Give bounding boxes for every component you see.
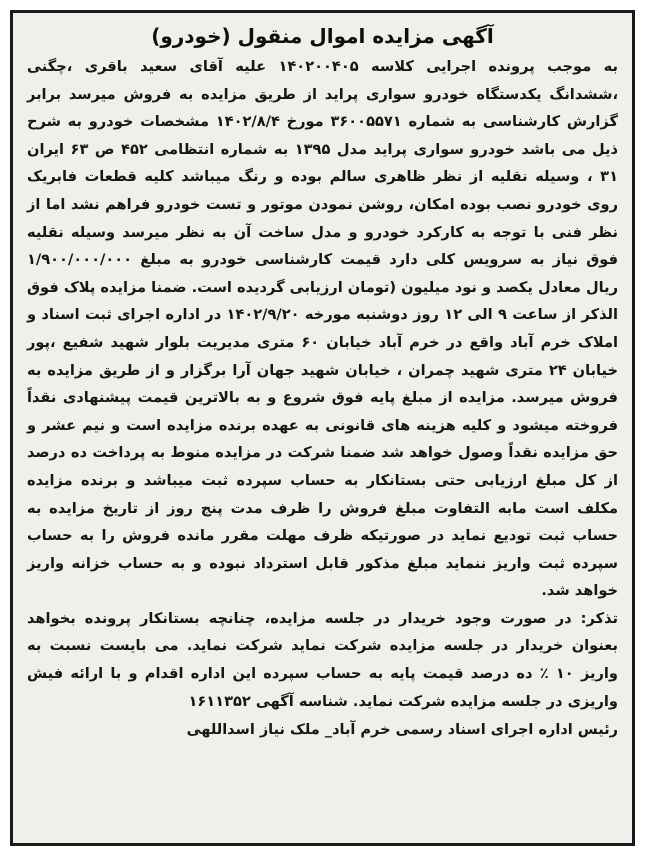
notice-body (27, 53, 618, 715)
notice-signature: رئیس اداره اجرای اسناد رسمی خرم آباد_ ملک نیاز اسداللهی (186, 722, 618, 739)
auction-notice (10, 10, 635, 846)
notice-title: آگهی مزایده اموال منقول (خودرو) (151, 24, 494, 48)
notice-paragraph-note: تذکر: در صورت وجود خریدار در جلسه مزایده، چنانچه بستانکار پرونده بخواهد بعنوان خریدار در جلسه مزایده شرکت نماید شرکت نماید. می بایست نسبت به واریز ۱۰ ٪ ده درصد قیمت پایه به حساب سپرده این اداره اقدام و با ارائه فیش واریزی در جلسه مزایده شرکت نماید. شناسه آگهی ۱۶۱۱۳۵۲ (27, 609, 618, 710)
notice-paragraph-main: به موجب پرونده اجرایی کلاسه ۱۴۰۲۰۰۴۰۵ علیه آقای سعید باقری ،چگنی ،ششدانگ یکدستگاه خودرو سواری پراید از طریق مزایده به فروش میرسد برابر گزارش کارشناسی به شماره ۳۶۰۰۵۵۷۱ مورخ ۱۴۰۲/۸/۴ مشخصات خودرو به شرح ذیل می باشد خودرو سواری پراید مدل ۱۳۹۵ به شماره انتظامی ۴۵۲ ص ۶۳ ایران ۳۱ ، وسیله نقلیه از نظر ظاهری سالم بوده و رنگ میباشد کلیه قطعات فابریک روی خودرو نصب بوده امکان، روشن نمودن موتور و تست خودرو فراهم نشد اما از نظر فنی با توجه به کارکرد خودرو و مدل ساخت آن به نظر میرسد وسیله نقلیه فوق نیاز به سرویس کلی دارد قیمت کارشناسی خودرو به مبلغ ۱/۹۰۰/۰۰۰/۰۰۰ ریال معادل یکصد و نود میلیون (تومان ارزیابی گردیده است. ضمنا مزایده پلاک فوق الذکر از ساعت ۹ الی ۱۲ روز دوشنبه مورخه ۱۴۰۲/۹/۲۰ در اداره اجرای ثبت اسناد و املاک خرم آباد واقع در خرم آباد خیابان ۶۰ متری مدیریت بلوار شهید شفیع ،پور خیابان ۲۴ متری شهید چمران ، خیابان شهید جهان آرا برگزار و از طریق مزایده به فروش میرسد. مزایده از مبلغ پایه فوق شروع و به بالاترین قیمت پیشنهادی نقداً فروخته میشود و کلیه هزینه های قانونی به عهده برنده مزایده است و نیم عشر و حق مزایده نقداً وصول خواهد شد ضمنا شرکت در مزایده منوط به پرداخت ده درصد از کل مبلغ ارزیابی حتی بستانکار به حساب سپرده ثبت میباشد و برنده مزایده مکلف است مابه التفاوت مبلغ فروش را ظرف مدت پنج روز از تاریخ مزایده به حساب ثبت تودیع نماید در صورتیکه ظرف مهلت مقرر مانده فروش را به حساب سپرده ثبت واریز ننماید مبلغ مذکور قابل استرداد نبوده و به حساب خزانه واریز خواهد شد. (27, 58, 619, 600)
